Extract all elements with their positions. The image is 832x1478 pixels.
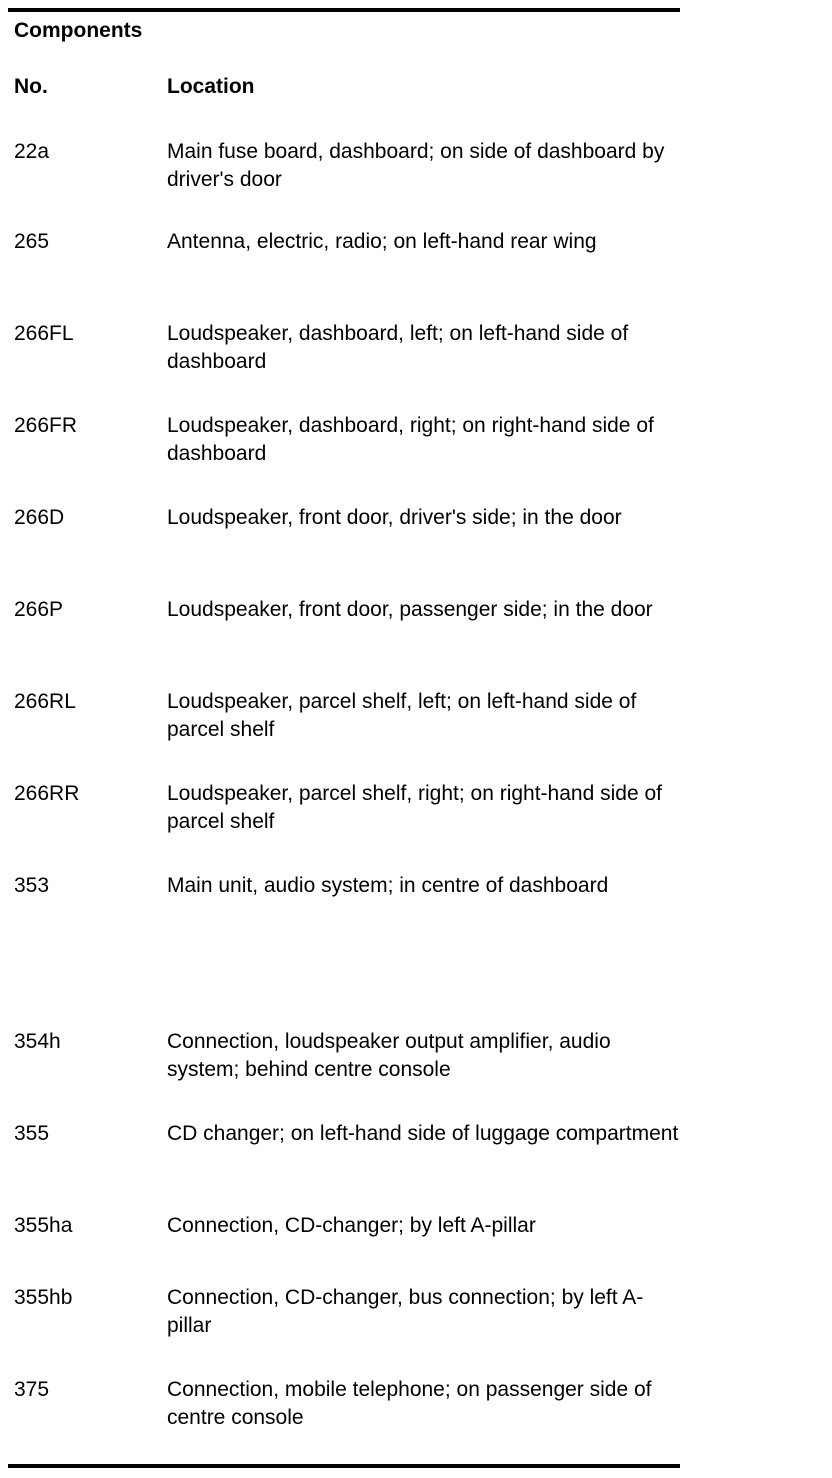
column-header-no: No.	[14, 75, 48, 98]
component-location: Loudspeaker, parcel shelf, right; on right-hand side of parcel shelf	[167, 782, 662, 833]
top-rule	[8, 8, 680, 12]
component-number: 355	[14, 1122, 50, 1145]
component-location: Main fuse board, dashboard; on side of dashboard by driver's door	[167, 140, 665, 191]
component-location: Main unit, audio system; in centre of dashboard	[167, 874, 609, 897]
component-location: Connection, mobile telephone; on passenger side of centre console	[167, 1378, 652, 1429]
component-number: 375	[14, 1378, 50, 1401]
bottom-rule	[8, 1464, 680, 1468]
component-number: 266RR	[14, 782, 80, 805]
component-number: 355hb	[14, 1286, 73, 1309]
component-location: Antenna, electric, radio; on left-hand rear wing	[167, 230, 597, 253]
component-number: 266RL	[14, 690, 76, 713]
component-number: 265	[14, 230, 50, 253]
component-number: 22a	[14, 140, 50, 163]
component-number: 266D	[14, 506, 65, 529]
component-number: 353	[14, 874, 50, 897]
component-location: Loudspeaker, dashboard, left; on left-hand side of dashboard	[167, 322, 629, 373]
component-number: 354h	[14, 1030, 61, 1053]
component-location: Loudspeaker, front door, passenger side; in the door	[167, 598, 653, 621]
component-number: 266P	[14, 598, 64, 621]
component-location: Connection, CD-changer; by left A-pillar	[167, 1214, 536, 1237]
component-location: Loudspeaker, parcel shelf, left; on left-hand side of parcel shelf	[167, 690, 637, 741]
component-number: 266FR	[14, 414, 78, 437]
component-number: 355ha	[14, 1214, 73, 1237]
component-location: Loudspeaker, dashboard, right; on right-hand side of dashboard	[167, 414, 654, 465]
component-number: 266FL	[14, 322, 74, 345]
component-location: Connection, CD-changer, bus connection; by left A-pillar	[167, 1286, 644, 1337]
component-location: CD changer; on left-hand side of luggage compartment	[167, 1122, 679, 1145]
column-header-location: Location	[167, 75, 255, 98]
component-location: Connection, loudspeaker output amplifier, audio system; behind centre console	[167, 1030, 611, 1081]
section-title: Components	[14, 19, 143, 42]
component-location: Loudspeaker, front door, driver's side; in the door	[167, 506, 622, 529]
